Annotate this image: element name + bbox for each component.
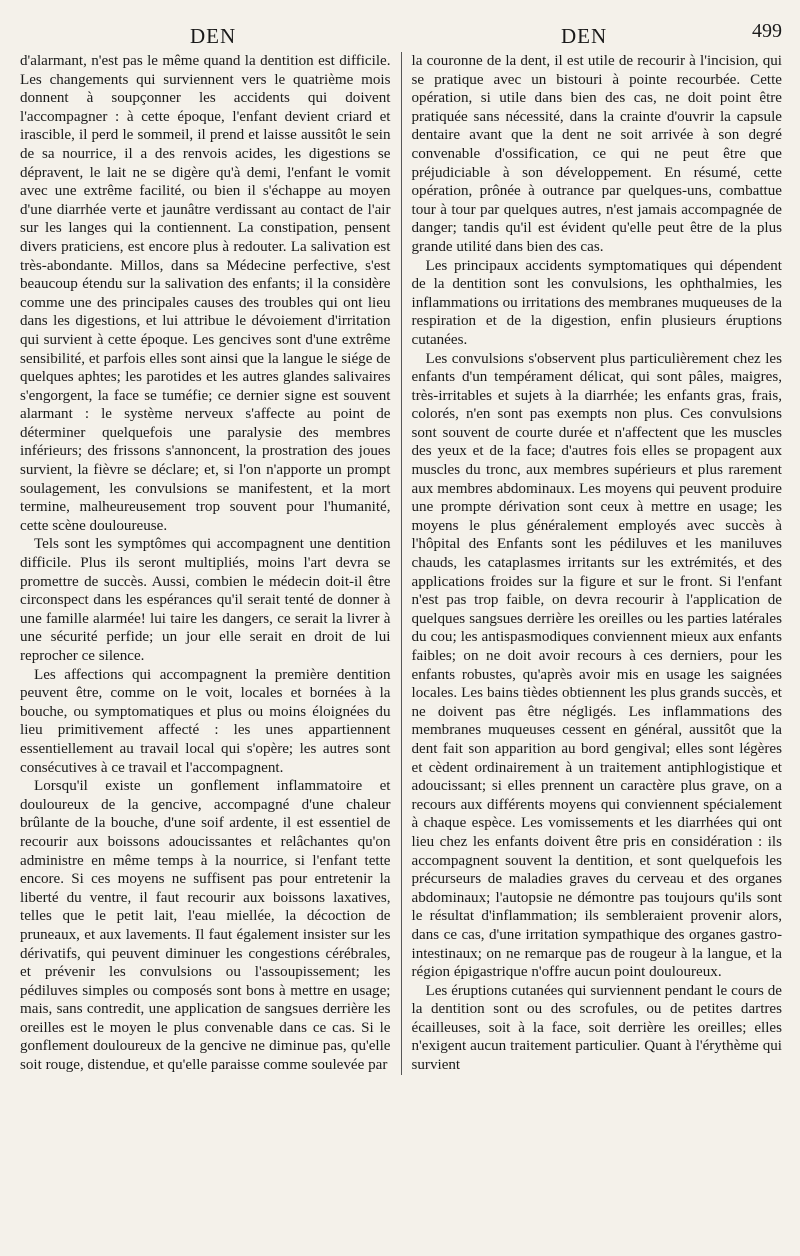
paragraph: d'alarmant, n'est pas le même quand la dentition est difficile. Les changements qui surviennent vers le quatrième mois donnent à soupçonner les accidents qui doivent l'accompagner : à cette époque, l'enfant devient criard et irascible, il perd le sommeil, il prend et laisse aussitôt le sein de sa nourrice, il a des renvois acides, les digestions se dépravent, le lait ne se digère qu'à demi, l'enfant le vomit avec une extrême facilité, ou bien il s'échappe au moyen d'une diarrhée verte et jaunâtre verdissant au contact de l'air sur les langes qui la contiennent. La constipation, pensent divers praticiens, est encore plus à redouter. La salivation est très-abondante. Millos, dans sa Médecine perfective, s'est beaucoup étendu sur la salivation des enfants; il la considère comme une des principales causes des troubles qui ont lieu dans les digestions, et lui attribue le dévoiement d'irritation qui survient à cette époque. Les gencives sont d'une extrême sensibilité, et parfois elles sont ainsi que la langue le siége de quelques aphtes; les parotides et les autres glandes salivaires s'engorgent, la face se tuméfie; ce dernier signe est souvent alarmant : le système nerveux s'affecte au point de déterminer quelquefois une paralysie des membres inférieurs; des frissons s'annoncent, la prostration des joues survient, la fièvre se déclare; et, si l'on n'apporte un prompt soulagement, les convulsions se manifestent, et la mort termine, malheureusement trop souvent pour l'humanité, cette scène douloureuse. [20, 53, 391, 534]
paragraph: Les convulsions s'observent plus particulièrement chez les enfants d'un tempérament délicat, qui sont pâles, maigres, très-irritables et sujets à la diarrhée; les enfants gras, frais, colorés, n'en sont pas exempts non plus. Ces convulsions sont souvent de courte durée et n'affectent que les muscles des yeux et de la face; d'autres fois elles se propagent aux muscles du tronc, aux membres supérieurs et plus rarement aux membres abdominaux. Les moyens qui peuvent produire une prompte dérivation sont ceux à mettre en usage; les moyens le plus généralement employés avec succès à l'hôpital des Enfants sont les pédiluves et les maniluves chauds, les cataplasmes irritants sur les extrémités, et des applications froides sur la figure et sur le front. Si l'enfant n'est pas trop faible, on devra recourir à l'application de quelques sangsues derrière les oreilles ou les parties latérales du cou; les antispasmodiques conviennent mieux aux enfants faibles; on ne doit avoir recours à ces derniers, pour les enfants robustes, qu'après avoir mis en usage les saignées locales. Les bains tièdes obtiennent les plus grands succès, et ne doivent pas être négligés. Les inflammations des membranes muqueuses cessent en général, aussitôt que la dent fait son apparition au bord gengival; elles sont légères et cèdent ordinairement à un traitement antiphlogistique et adoucissant; si elles prennent un caractère plus grave, on a recours aux différents moyens qui conviennent spécialement à chaque espèce. Les vomissements et les diarrhées qui ont lieu chez les enfants doivent être pris en considération : ils accompagnent souvent la dentition, et sont quelquefois les précurseurs de maladies graves du cerveau et des organes abdominaux; l'autopsie ne démontre pas toujours qu'ils sont le résultat d'inflammation; ils sembleraient provenir alors, dans ce cas, d'une irritation sympathique des organes gastro-intestinaux; on ne remarque pas de rougeur à la langue, et la région épigastrique n'offre aucun point douloureux. [411, 350, 782, 981]
right-running-head: DEN [561, 24, 608, 48]
paragraph: Lorsqu'il existe un gonflement inflammatoire et douloureux de la gencive, accompagné d'une chaleur brûlante de la bouche, d'une soif ardente, il est essentiel de recourir aux boissons adoucissantes et relâchantes qu'on administre en même temps à la nourrice, si l'enfant tette encore. Si ces moyens ne suffisent pas pour entretenir la liberté du ventre, il faut recourir aux boissons laxatives, telles que le petit lait, l'eau miellée, la décoction de pruneaux, et aux lavements. Il faut également insister sur les dérivatifs, qui peuvent diminuer les congestions cérébrales, et prévenir les convulsions ou l'assoupissement; les pédiluves simples ou composés sont bons à mettre en usage; mais, sans contredit, une application de sangsues derrière les oreilles est le moyen le plus convenable dans ce cas. Si le gonflement douloureux de la gencive ne diminue pas, qu'elle soit rouge, distendue, et qu'elle paraisse comme soulevée par [20, 778, 391, 1074]
page-number: 499 [752, 20, 782, 42]
paragraph: Les éruptions cutanées qui surviennent pendant le cours de la dentition sont ou des scrofules, ou de petites dartres écailleuses, soit à la face, soit derrière les oreilles; elles n'exigent aucun traitement particulier. Quant à l'érythème qui survient [411, 982, 782, 1074]
text-columns [20, 52, 782, 1075]
paragraph: Les affections qui accompagnent la première dentition peuvent être, comme on le voit, locales et bornées à la bouche, ou symptomatiques et plus ou moins éloignées du lieu primitivement affecté : les unes appartiennent essentiellement au travail local qui s'opère; les autres sont consécutives à ce travail et l'accompagnent. [20, 666, 391, 776]
right-column [401, 52, 783, 1075]
left-column [20, 52, 401, 1075]
left-running-head: DEN [190, 24, 237, 48]
paragraph: Les principaux accidents symptomatiques qui dépendent de la dentition sont les convulsions, les ophthalmies, les inflammations ou irritations des membranes muqueuses de la respiration et de la digestion, enfin plusieurs éruptions cutanées. [411, 257, 782, 348]
paragraph: la couronne de la dent, il est utile de recourir à l'incision, qui se pratique avec un bistouri à pointe recourbée. Cette opération, si utile dans bien des cas, ne doit point être pratiquée sans nécessité, dans la crainte d'ouvrir la capsule dentaire avant que la dent ne soit arrivée à son degré convenable d'ossification, ce qui ne peut être que préjudiciable à son développement. En résumé, cette opération, prônée à outrance par quelques-uns, combattue tour à tour par quelques autres, n'est jamais accompagnée de danger; tandis qu'il est évident qu'elle peut être de la plus grande utilité dans bien des cas. [411, 53, 782, 255]
paragraph: Tels sont les symptômes qui accompagnent une dentition difficile. Plus ils seront multipliés, moins l'art devra se promettre de succès. Aussi, combien le médecin doit-il être circonspect dans les espérances qu'il serait tenté de donner à une famille alarmée! lui taire les dangers, ce serait la livrer à une sécurité perfide; un jour elle serait en droit de lui reprocher ce silence. [20, 536, 391, 664]
running-header [20, 16, 782, 52]
